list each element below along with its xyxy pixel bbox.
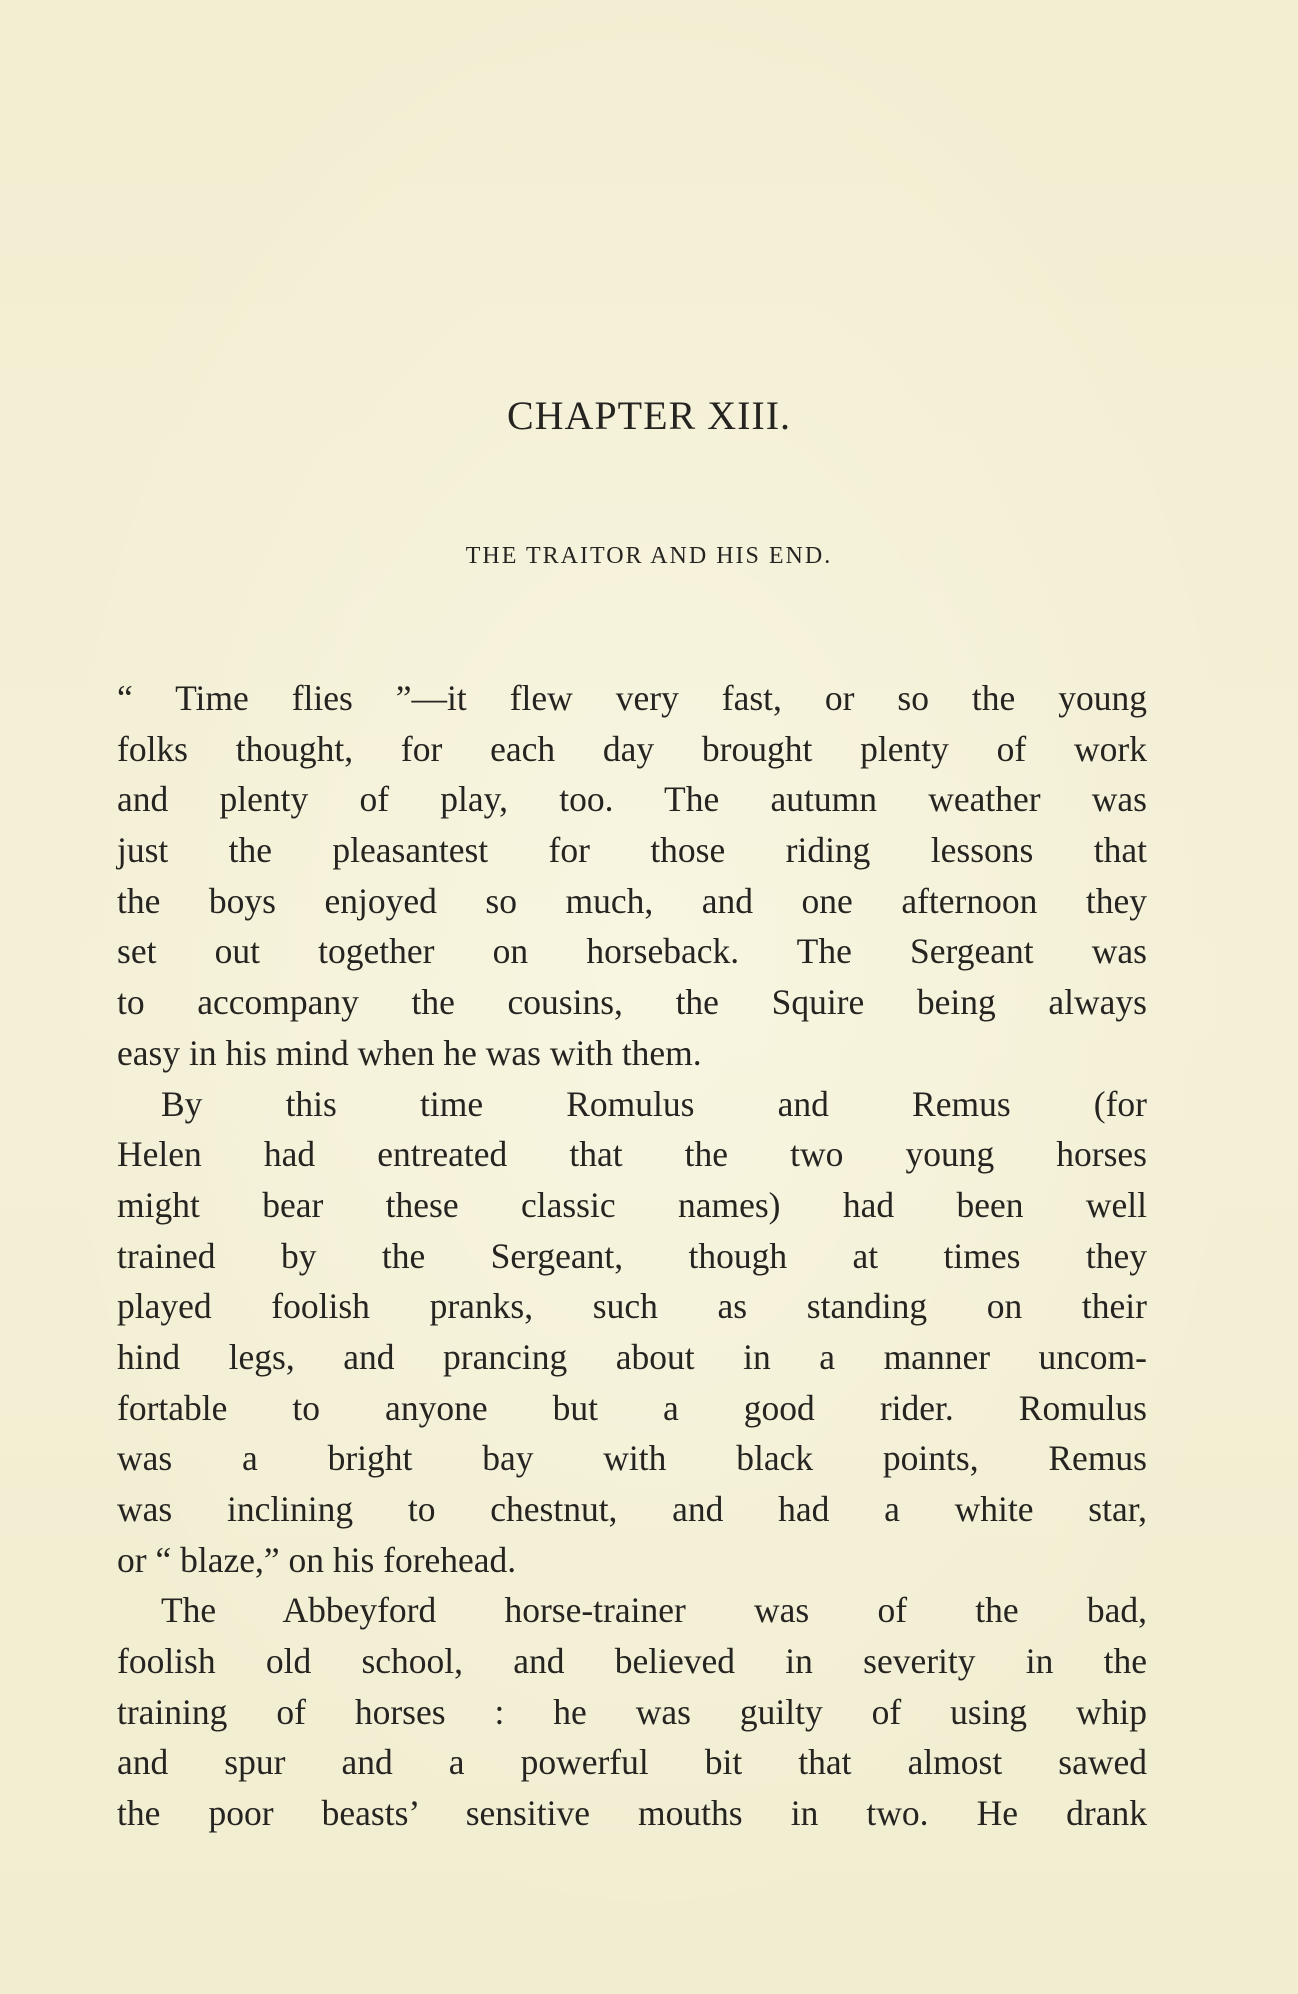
text-line: foolish old school, and believed in severity in the [117,1641,1147,1682]
body-text [117,673,1147,1839]
text-line: the boys enjoyed so much, and one afternoon they [117,880,1147,921]
text-line: The Abbeyford horse-trainer was of the bad, [161,1590,1147,1631]
text-line: or “ blaze,” on his forehead. [117,1539,517,1580]
text-line: By this time Romulus and Remus (for [161,1083,1147,1124]
text-line: trained by the Sergeant, though at times they [117,1235,1147,1276]
text-line: to accompany the cousins, the Squire being always [117,982,1147,1023]
text-line: was a bright bay with black points, Remus [117,1438,1147,1479]
text-line: just the pleasantest for those riding lessons that [117,830,1147,871]
text-line: played foolish pranks, such as standing on their [117,1286,1147,1327]
text-line: fortable to anyone but a good rider. Romulus [117,1387,1147,1428]
text-line: and spur and a powerful bit that almost sawed [117,1742,1147,1783]
text-line: set out together on horseback. The Sergeant was [117,931,1147,972]
text-line: the poor beasts’ sensitive mouths in two. He drank [117,1793,1147,1834]
paragraph-3 [117,1585,1147,1838]
text-line: hind legs, and prancing about in a manner uncom- [117,1336,1147,1377]
text-line: folks thought, for each day brought plenty of work [117,728,1147,769]
text-line: was inclining to chestnut, and had a white star, [117,1489,1147,1529]
paragraph-2 [117,1079,1147,1586]
text-line: “ Time flies ”—it flew very fast, or so the young [117,678,1147,718]
text-line: and plenty of play, too. The autumn weather was [117,779,1147,820]
paragraph-1 [117,673,1147,1079]
text-line: training of horses : he was guilty of using whip [117,1691,1147,1732]
chapter-subtitle: THE TRAITOR AND HIS END. [465,543,833,569]
text-line: might bear these classic names) had been well [117,1184,1147,1225]
chapter-title: CHAPTER XIII. [506,393,792,438]
text-line: Helen had entreated that the two young horses [117,1134,1147,1175]
text-line: easy in his mind when he was with them. [117,1032,702,1073]
